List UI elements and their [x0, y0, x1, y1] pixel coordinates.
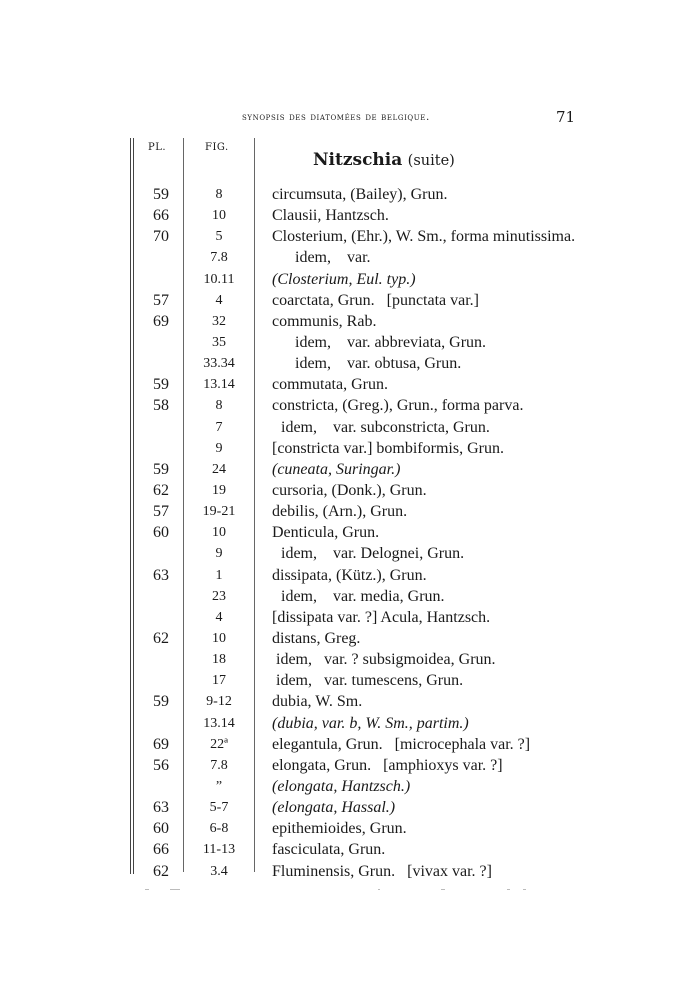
- table-row: [0, 565, 700, 586]
- page-number: 71: [556, 108, 576, 126]
- species-name: (elongata, Hantzsch.): [272, 777, 411, 795]
- table-row: [0, 691, 700, 712]
- species-name: (dubia, var. b, W. Sm., partim.): [272, 714, 469, 732]
- species-name: fasciculata, Grun.: [272, 841, 386, 859]
- figure-number: 24: [212, 461, 226, 477]
- plate-number: 59: [153, 186, 169, 203]
- table-row: [0, 755, 700, 776]
- plate-number: 69: [153, 312, 169, 330]
- figure-number: 1: [215, 567, 223, 583]
- species-name: (cuneata, Suringar.): [272, 460, 401, 478]
- table-row: [0, 184, 700, 205]
- species-name: dissipata, (Kütz.), Grun.: [272, 566, 427, 584]
- table-row: [0, 417, 700, 438]
- plate-number: 62: [153, 481, 169, 499]
- species-name: elongata, Grun. [amphioxys var. ?]: [272, 756, 503, 774]
- figure-number: 8: [215, 398, 223, 414]
- table-row: [0, 861, 700, 882]
- table-row: [0, 459, 700, 480]
- species-name: idem, var. tumescens, Grun.: [276, 672, 464, 690]
- table-row: [0, 226, 700, 247]
- table-row: [0, 628, 700, 649]
- species-name: Fluminensis, Grun. [vivax var. ?]: [272, 862, 492, 880]
- figure-number: 3.4: [210, 863, 228, 879]
- figure-number: 10: [212, 630, 226, 646]
- table-row: [0, 713, 700, 734]
- figure-number: 32: [212, 313, 226, 329]
- species-name: (elongata, Hassal.): [272, 799, 396, 817]
- species-name: dubia, W. Sm.: [272, 693, 363, 711]
- figure-number: 22ª: [210, 736, 228, 752]
- species-name: communis, Rab.: [272, 312, 377, 330]
- species-name: distans, Greg.: [272, 629, 361, 647]
- plate-number: 59: [153, 460, 169, 478]
- figure-number: 17: [212, 673, 226, 689]
- figure-number: 10: [212, 208, 226, 224]
- table-row: [0, 522, 700, 543]
- plate-number: 66: [153, 841, 169, 859]
- plate-number: 62: [153, 629, 169, 647]
- species-name: commutata, Grun.: [272, 376, 388, 394]
- plate-number: 63: [153, 799, 169, 817]
- running-head: synopsis des diatomées de belgique.: [242, 111, 430, 123]
- figure-number: 5-7: [209, 800, 229, 816]
- table-row: [0, 607, 700, 628]
- figure-number: 19: [212, 482, 226, 498]
- species-name: idem, var. obtusa, Grun.: [295, 355, 462, 373]
- species-name: circumsuta, (Bailey), Grun.: [272, 186, 448, 203]
- table-row: [0, 438, 700, 459]
- figure-number: 10: [212, 525, 226, 541]
- species-table: [0, 184, 700, 882]
- figure-number: 7: [215, 419, 223, 435]
- figure-number: 8: [215, 187, 223, 202]
- table-row: [0, 205, 700, 226]
- genus-name: Nitzschia: [313, 150, 403, 170]
- column-header-pl: PL.: [148, 142, 167, 153]
- plate-number: 59: [153, 376, 169, 394]
- species-name: elegantula, Grun. [microcephala var. ?]: [272, 735, 531, 753]
- species-name: idem, var. subconstricta, Grun.: [281, 418, 490, 436]
- table-row: [0, 649, 700, 670]
- plate-number: 60: [153, 820, 169, 838]
- table-row: [0, 374, 700, 395]
- plate-number: 62: [153, 862, 169, 880]
- figure-number: 13.14: [203, 715, 235, 731]
- section-title-note: (suite): [407, 153, 455, 169]
- figure-number: 35: [212, 334, 226, 350]
- figure-number: 7.8: [210, 757, 228, 773]
- table-row: [0, 480, 700, 501]
- table-row: [0, 543, 700, 564]
- plate-number: 66: [153, 207, 169, 225]
- plate-number: 70: [153, 228, 169, 246]
- table-row: [0, 395, 700, 416]
- figure-number: 10.11: [203, 271, 235, 287]
- plate-number: 69: [153, 735, 169, 753]
- species-name: idem, var. abbreviata, Grun.: [295, 333, 487, 351]
- figure-number: 4: [215, 609, 223, 625]
- species-name: [constricta var.] bombiformis, Grun.: [272, 439, 504, 457]
- species-name: epithemioides, Grun.: [272, 820, 407, 838]
- species-name: Clausii, Hantzsch.: [272, 207, 389, 225]
- table-row: [0, 247, 700, 268]
- species-name: coarctata, Grun. [punctata var.]: [272, 291, 480, 309]
- figure-number: 6-8: [209, 821, 229, 837]
- figure-number: 11-13: [202, 842, 236, 858]
- species-name: Closterium, (Ehr.), W. Sm., forma minutissima.: [272, 228, 576, 246]
- section-title: [313, 150, 455, 170]
- figure-number: 18: [212, 652, 226, 668]
- table-row: [0, 290, 700, 311]
- species-name: idem, var. media, Grun.: [281, 587, 445, 605]
- species-name: (Closterium, Eul. typ.): [272, 270, 416, 288]
- table-row: [0, 332, 700, 353]
- figure-number: 13.14: [203, 377, 235, 393]
- species-name: Denticula, Grun.: [272, 524, 380, 542]
- plate-number: 56: [153, 756, 169, 774]
- figure-number: 5: [215, 229, 223, 245]
- plate-number: 60: [153, 524, 169, 542]
- figure-number: 9-12: [206, 694, 232, 710]
- species-name: cursoria, (Donk.), Grun.: [272, 481, 427, 499]
- footer-specks: [145, 889, 545, 891]
- table-row: [0, 501, 700, 522]
- plate-number: 58: [153, 397, 169, 415]
- species-name: idem, var. ? subsigmoidea, Grun.: [276, 651, 496, 669]
- species-name: idem, var. Delognei, Grun.: [281, 545, 465, 563]
- figure-number: 7.8: [210, 250, 228, 266]
- plate-number: 57: [153, 503, 169, 521]
- figure-number: 23: [212, 588, 226, 604]
- table-row: [0, 734, 700, 755]
- figure-number: 9: [215, 546, 223, 562]
- table-row: [0, 839, 700, 860]
- table-row: [0, 311, 700, 332]
- plate-number: 59: [153, 693, 169, 711]
- figure-number: 9: [215, 440, 223, 456]
- table-row: [0, 586, 700, 607]
- table-row: [0, 353, 700, 374]
- figure-number: ”: [215, 778, 223, 794]
- plate-number: 63: [153, 566, 169, 584]
- column-header-fig: FIG.: [205, 142, 229, 153]
- table-row: [0, 269, 700, 290]
- table-row: [0, 797, 700, 818]
- table-row: [0, 670, 700, 691]
- species-name: idem, var.: [295, 249, 371, 267]
- table-row: [0, 776, 700, 797]
- figure-number: 4: [215, 292, 223, 308]
- species-name: [dissipata var. ?] Acula, Hantzsch.: [272, 608, 491, 626]
- figure-number: 19-21: [202, 504, 236, 520]
- table-row: [0, 818, 700, 839]
- plate-number: 57: [153, 291, 169, 309]
- species-name: constricta, (Greg.), Grun., forma parva.: [272, 397, 524, 415]
- species-name: debilis, (Arn.), Grun.: [272, 503, 408, 521]
- figure-number: 33.34: [203, 356, 235, 372]
